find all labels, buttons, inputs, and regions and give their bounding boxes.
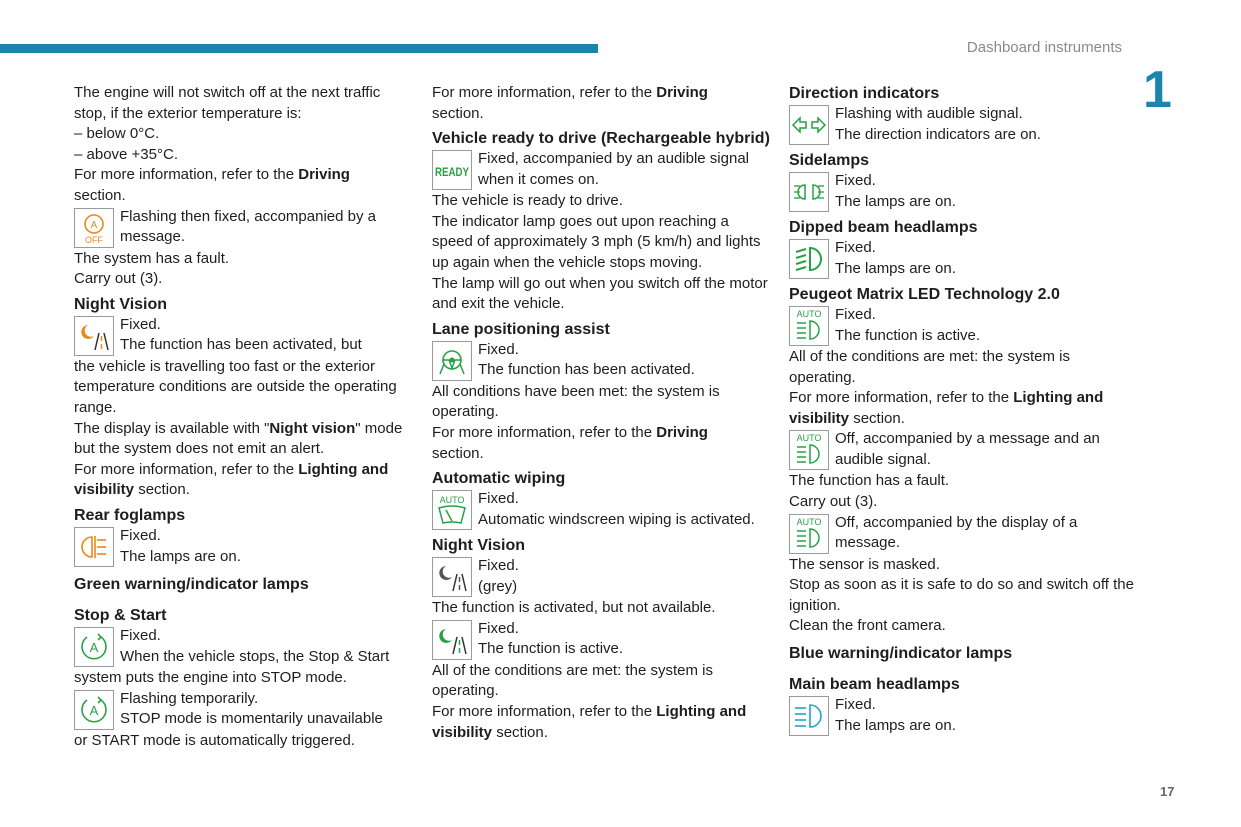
main-beam-heading: Main beam headlamps bbox=[789, 675, 960, 693]
status-fixed: Fixed. bbox=[835, 172, 876, 189]
ready-heading: Vehicle ready to drive (Rechargeable hybrid) bbox=[432, 130, 770, 148]
auto-off-desc: Flashing then fixed, accompanied by a message. bbox=[120, 207, 376, 246]
ready-row bbox=[432, 149, 772, 191]
main-beam-icon bbox=[789, 696, 829, 736]
column-3 bbox=[789, 83, 1134, 737]
matrix-text: The sensor is masked. bbox=[789, 555, 940, 573]
svg-text:AUTO: AUTO bbox=[796, 309, 822, 319]
status-fixed: Fixed. bbox=[835, 695, 876, 713]
sidelamps-heading: Sidelamps bbox=[789, 152, 870, 169]
wiping-row bbox=[432, 489, 772, 531]
column-2 bbox=[432, 83, 772, 743]
carry-out-text: Carry out (3). bbox=[74, 270, 163, 288]
status-fixed: Fixed. bbox=[478, 619, 519, 637]
svg-text:A: A bbox=[89, 639, 99, 655]
bullet: – above +35°C. bbox=[74, 145, 178, 163]
auto-off-row bbox=[74, 207, 414, 249]
status-desc: The lamps are on. bbox=[835, 192, 956, 210]
status-desc: The function has been activated. bbox=[478, 361, 695, 379]
auto-headlamp-icon bbox=[789, 514, 829, 554]
status-fixed: Fixed. bbox=[478, 557, 519, 575]
status-desc: The lamps are on. bbox=[835, 259, 956, 277]
wiping-heading: Automatic wiping bbox=[432, 470, 566, 488]
svg-text:A: A bbox=[90, 219, 98, 231]
svg-text:AUTO: AUTO bbox=[796, 516, 822, 527]
svg-text:AUTO: AUTO bbox=[439, 495, 465, 506]
more-info: For more information, refer to the Driving section. bbox=[432, 84, 708, 122]
carry-out-text: Carry out (3). bbox=[789, 492, 878, 510]
svg-text:OFF: OFF bbox=[85, 234, 103, 245]
stop-start-icon bbox=[74, 690, 114, 730]
night-vision-grey-row bbox=[432, 556, 772, 598]
lane-positioning-icon bbox=[432, 341, 472, 381]
rear-foglamps-heading: Rear foglamps bbox=[74, 506, 186, 524]
status-desc: The lamps are on. bbox=[835, 716, 956, 734]
status-desc: (grey) bbox=[478, 577, 518, 595]
night-vision-row bbox=[74, 315, 414, 357]
page-number: 17 bbox=[1160, 784, 1175, 799]
blue-lamps-heading: Blue warning/indicator lamps bbox=[789, 644, 1013, 662]
ready-text: The lamp will go out when you switch off the motor and exit the vehicle. bbox=[432, 274, 768, 313]
auto-headlamp-icon bbox=[789, 306, 829, 346]
status-desc: When the vehicle stops, the Stop & Start bbox=[120, 647, 390, 665]
header-accent-bar bbox=[0, 44, 598, 53]
svg-text:READY: READY bbox=[435, 165, 469, 180]
night-vision-grey-icon bbox=[432, 557, 472, 597]
status-desc: The direction indicators are on. bbox=[835, 125, 1041, 143]
direction-indicators-icon bbox=[789, 105, 829, 145]
matrix-text: All of the conditions are met: the system is operating. bbox=[789, 348, 1070, 386]
matrix-text: Stop as soon as it is safe to do so and switch off the ignition. bbox=[789, 576, 1134, 614]
matrix-text: Clean the front camera. bbox=[789, 617, 946, 635]
night-vision-green-row bbox=[432, 619, 772, 661]
stop-start-flashing-row bbox=[74, 689, 414, 731]
status-fixed: Fixed. bbox=[120, 526, 161, 544]
fault-text: The system has a fault. bbox=[74, 249, 230, 267]
column-1 bbox=[74, 83, 414, 751]
matrix-off-desc: Off, accompanied by a message and an audible signal. bbox=[835, 430, 1100, 468]
direction-heading: Direction indicators bbox=[789, 85, 940, 102]
status-desc: Automatic windscreen wiping is activated. bbox=[478, 510, 755, 528]
stop-start-desc: or START mode is automatically triggered. bbox=[74, 731, 355, 749]
status-flashing: Flashing with audible signal. bbox=[835, 105, 1023, 122]
night-vision-heading: Night Vision bbox=[432, 537, 526, 555]
main-beam-row bbox=[789, 695, 1134, 737]
night-vision-green-icon bbox=[432, 620, 472, 660]
stop-start-heading: Stop & Start bbox=[74, 606, 167, 624]
night-vision-desc: the vehicle is travelling too fast or the exterior temperature conditions are outside the operating range. bbox=[74, 357, 397, 416]
auto-headlamp-icon bbox=[789, 430, 829, 470]
status-desc: The function is active. bbox=[478, 640, 624, 658]
matrix-off-row bbox=[789, 429, 1134, 471]
more-info: For more information, refer to the Driving section. bbox=[432, 423, 708, 462]
status-fixed: Fixed. bbox=[478, 490, 519, 508]
matrix-off-message-row bbox=[789, 513, 1134, 555]
night-vision-heading: Night Vision bbox=[74, 295, 168, 313]
dipped-heading: Dipped beam headlamps bbox=[789, 219, 978, 236]
status-desc: The function is active. bbox=[835, 326, 981, 344]
matrix-off-desc: Off, accompanied by the display of a message. bbox=[835, 513, 1078, 552]
status-desc: The function has been activated, but bbox=[120, 336, 362, 354]
sidelamps-icon bbox=[789, 172, 829, 212]
status-desc: STOP mode is momentarily unavailable bbox=[120, 710, 383, 728]
lane-heading: Lane positioning assist bbox=[432, 320, 610, 338]
status-flashing: Flashing temporarily. bbox=[120, 689, 259, 707]
auto-off-orange-icon bbox=[74, 208, 114, 248]
intro-text: The engine will not switch off at the next traffic stop, if the exterior temperature is: bbox=[74, 84, 381, 122]
section-header: Dashboard instruments bbox=[966, 39, 1122, 56]
more-info: For more information, refer to the Lighting and visibility section. bbox=[789, 389, 1104, 427]
night-vision-orange-icon bbox=[74, 316, 114, 356]
night-vision-text: All of the conditions are met: the system is operating. bbox=[432, 661, 713, 700]
sidelamps-row bbox=[789, 171, 1134, 213]
stop-start-desc: system puts the engine into STOP mode. bbox=[74, 668, 347, 686]
rear-foglamp-icon bbox=[74, 527, 114, 567]
display-text: The display is available with "Night vision" mode but the system does not emit an alert. bbox=[74, 419, 403, 458]
more-info: For more information, refer to the Lighting and visibility section. bbox=[432, 702, 747, 741]
status-fixed: Fixed. bbox=[478, 340, 519, 358]
ready-text: The vehicle is ready to drive. bbox=[432, 192, 623, 210]
status-fixed: Fixed. bbox=[120, 315, 161, 333]
more-info: For more information, refer to the Driving section. bbox=[74, 166, 350, 204]
svg-text:AUTO: AUTO bbox=[796, 433, 822, 444]
more-info: For more information, refer to the Lighting and visibility section. bbox=[74, 460, 389, 499]
lane-row bbox=[432, 340, 772, 382]
chapter-number: 1 bbox=[1143, 61, 1172, 119]
dipped-beam-icon bbox=[789, 239, 829, 279]
bullet: – below 0°C. bbox=[74, 125, 160, 143]
night-vision-text: The function is activated, but not available. bbox=[432, 599, 716, 617]
status-fixed: Fixed. bbox=[835, 306, 876, 323]
ready-icon bbox=[432, 150, 472, 190]
status-fixed: Fixed. bbox=[835, 239, 876, 256]
direction-row bbox=[789, 104, 1134, 146]
stop-start-row bbox=[74, 626, 414, 668]
fault-text: The function has a fault. bbox=[789, 472, 950, 490]
ready-desc: Fixed, accompanied by an audible signal when it comes on. bbox=[478, 150, 750, 188]
status-desc: The lamps are on. bbox=[120, 547, 241, 565]
status-fixed: Fixed. bbox=[120, 626, 161, 644]
rear-foglamps-row bbox=[74, 526, 414, 568]
stop-start-icon bbox=[74, 627, 114, 667]
green-lamps-heading: Green warning/indicator lamps bbox=[74, 575, 309, 593]
svg-text:A: A bbox=[89, 702, 99, 718]
matrix-heading: Peugeot Matrix LED Technology 2.0 bbox=[789, 286, 1060, 303]
matrix-row bbox=[789, 305, 1134, 347]
lane-text: All conditions have been met: the system is operating. bbox=[432, 382, 720, 421]
auto-wiping-icon bbox=[432, 490, 472, 530]
dipped-row bbox=[789, 238, 1134, 280]
ready-text: The indicator lamp goes out upon reaching a speed of approximately 3 mph (5 km/h) and lights up again when the vehicle stops moving. bbox=[432, 212, 761, 271]
